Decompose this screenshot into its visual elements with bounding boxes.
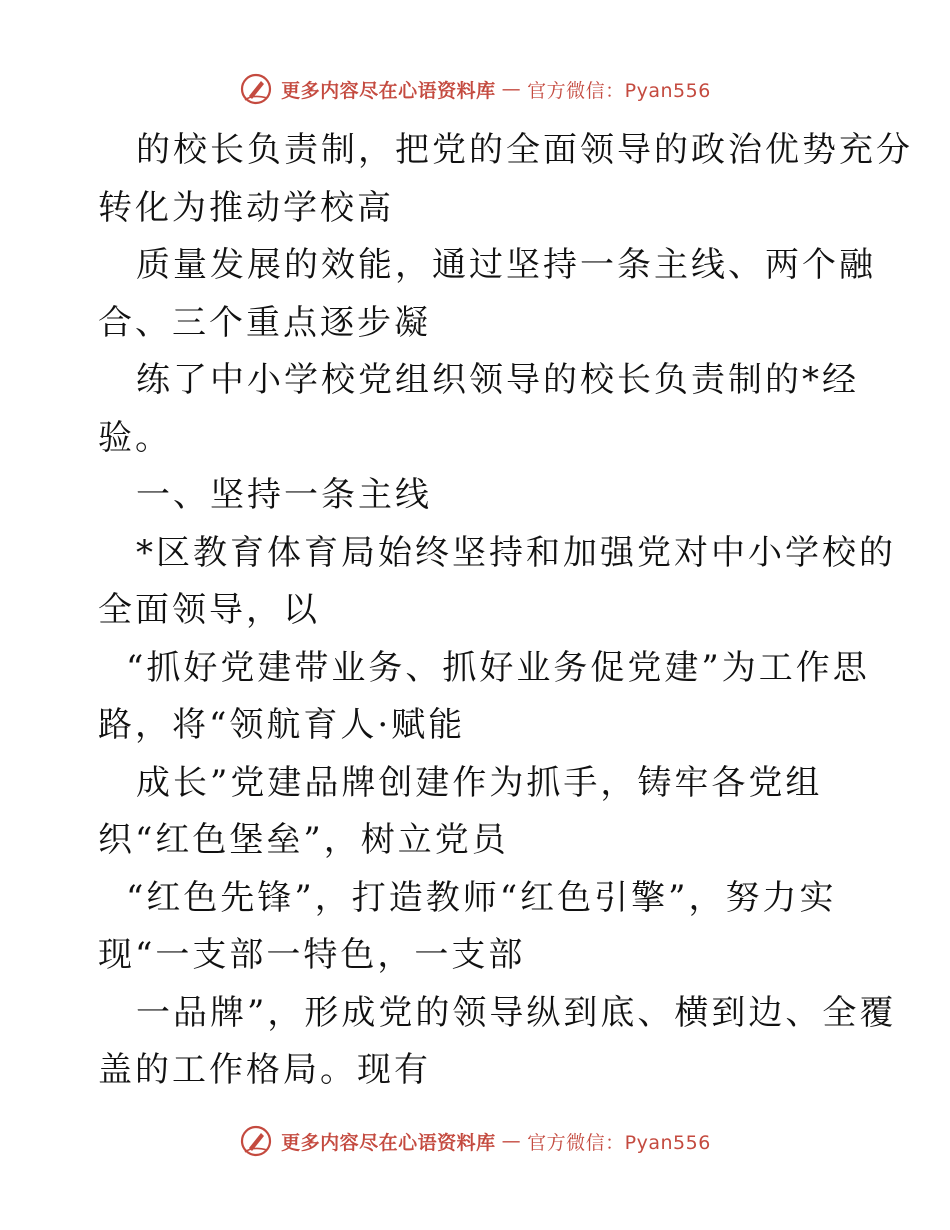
body-line: 成长”党建品牌创建作为抓手，铸牢各党组 <box>136 762 823 803</box>
body-line: 全面领导，以 <box>98 590 320 630</box>
body-line: “红色先锋”，打造教师“红色引擎”，努力实 <box>126 877 837 918</box>
header-separator: — <box>501 78 522 100</box>
body-line: 织“红色堡垒”，树立党员 <box>98 820 509 860</box>
footer-separator: — <box>501 1130 522 1152</box>
footer-wechat-text: 官方微信：Pyan556 <box>527 1131 711 1154</box>
pen-logo-icon <box>239 1124 273 1158</box>
body-line: 路，将“领航育人·赋能 <box>98 705 466 745</box>
body-line: 的校长负责制，把党的全面领导的政治优势充分 <box>136 130 913 170</box>
pen-logo-icon <box>239 72 273 106</box>
body-line: 盖的工作格局。现有 <box>98 1050 431 1090</box>
section-heading: 一、坚持一条主线 <box>136 475 432 515</box>
body-line: 练了中小学校党组织领导的校长负责制的*经 <box>136 360 859 400</box>
header-wechat-text: 官方微信：Pyan556 <box>527 79 711 102</box>
body-line: 现“一支部一特色，一支部 <box>98 935 526 975</box>
body-line: “抓好党建带业务、抓好业务促党建”为工作思 <box>126 647 870 688</box>
body-line: 转化为推动学校高 <box>98 187 394 228</box>
document-body <box>98 122 913 1100</box>
body-line: 合、三个重点逐步凝 <box>98 302 431 343</box>
body-line: 验。 <box>98 417 172 458</box>
footer-watermark <box>0 1124 950 1158</box>
body-line: 质量发展的效能，通过坚持一条主线、两个融 <box>136 245 876 285</box>
header-brand-text: 更多内容尽在心语资料库 <box>281 79 496 102</box>
body-line: 一品牌”，形成党的领导纵到底、横到边、全覆 <box>136 992 897 1033</box>
header-watermark <box>0 72 950 106</box>
footer-brand-text: 更多内容尽在心语资料库 <box>281 1131 496 1154</box>
body-line: *区教育体育局始终坚持和加强党对中小学校的 <box>136 532 896 573</box>
